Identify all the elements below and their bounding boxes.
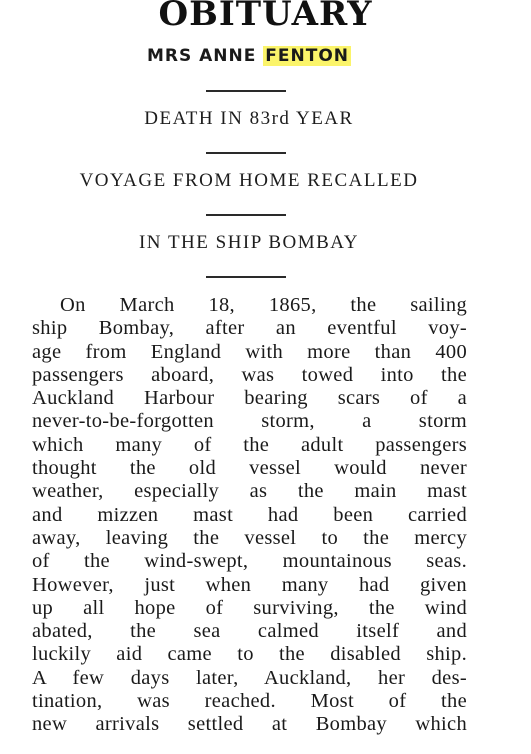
article-body — [32, 294, 467, 737]
article-line: passengers aboard, was towed into the — [32, 363, 467, 386]
article-line: luckily aid came to the disabled ship. — [32, 643, 467, 666]
article-line: weather, especially as the main mast — [32, 480, 467, 503]
article-line: Auckland Harbour bearing scars of a — [32, 387, 467, 410]
deck-headline-1: DEATH IN 83rd YEAR — [144, 108, 354, 129]
article-line: thought the old vessel would never — [32, 457, 467, 480]
article-line: abated, the sea calmed itself and — [32, 620, 467, 643]
divider-rule — [206, 152, 286, 154]
article-line: A few days later, Auckland, her des- — [32, 666, 467, 689]
article-line: On March 18, 1865, the sailing — [60, 294, 467, 316]
article-line: tination, was reached. Most of the — [32, 690, 467, 713]
article-line: never-to-be-forgotten storm, a storm — [32, 410, 467, 433]
deck-headline-2: VOYAGE FROM HOME RECALLED — [79, 170, 419, 191]
article-line: which many of the adult passengers — [32, 433, 467, 456]
article-line: and mizzen mast had been carried — [32, 503, 467, 526]
search-highlight: FENTON — [265, 46, 350, 66]
section-title: OBITUARY — [158, 0, 373, 34]
article-line: ship Bombay, after an eventful voy- — [32, 317, 467, 340]
divider-rule — [206, 214, 286, 216]
article-line: up all hope of surviving, the wind — [32, 596, 467, 619]
article-line: away, leaving the vessel to the mercy — [32, 526, 467, 549]
name-prefix: MRS ANNE — [146, 46, 257, 66]
article-line: age from England with more than 400 — [32, 340, 467, 363]
deceased-name — [0, 46, 498, 66]
deck-headline-3: IN THE SHIP BOMBAY — [138, 232, 360, 253]
divider-rule — [206, 90, 286, 92]
article-line: new arrivals settled at Bombay which — [32, 713, 467, 736]
divider-rule — [206, 276, 286, 278]
article-line: of the wind-swept, mountainous seas. — [32, 550, 467, 573]
article-line: However, just when many had given — [32, 573, 467, 596]
